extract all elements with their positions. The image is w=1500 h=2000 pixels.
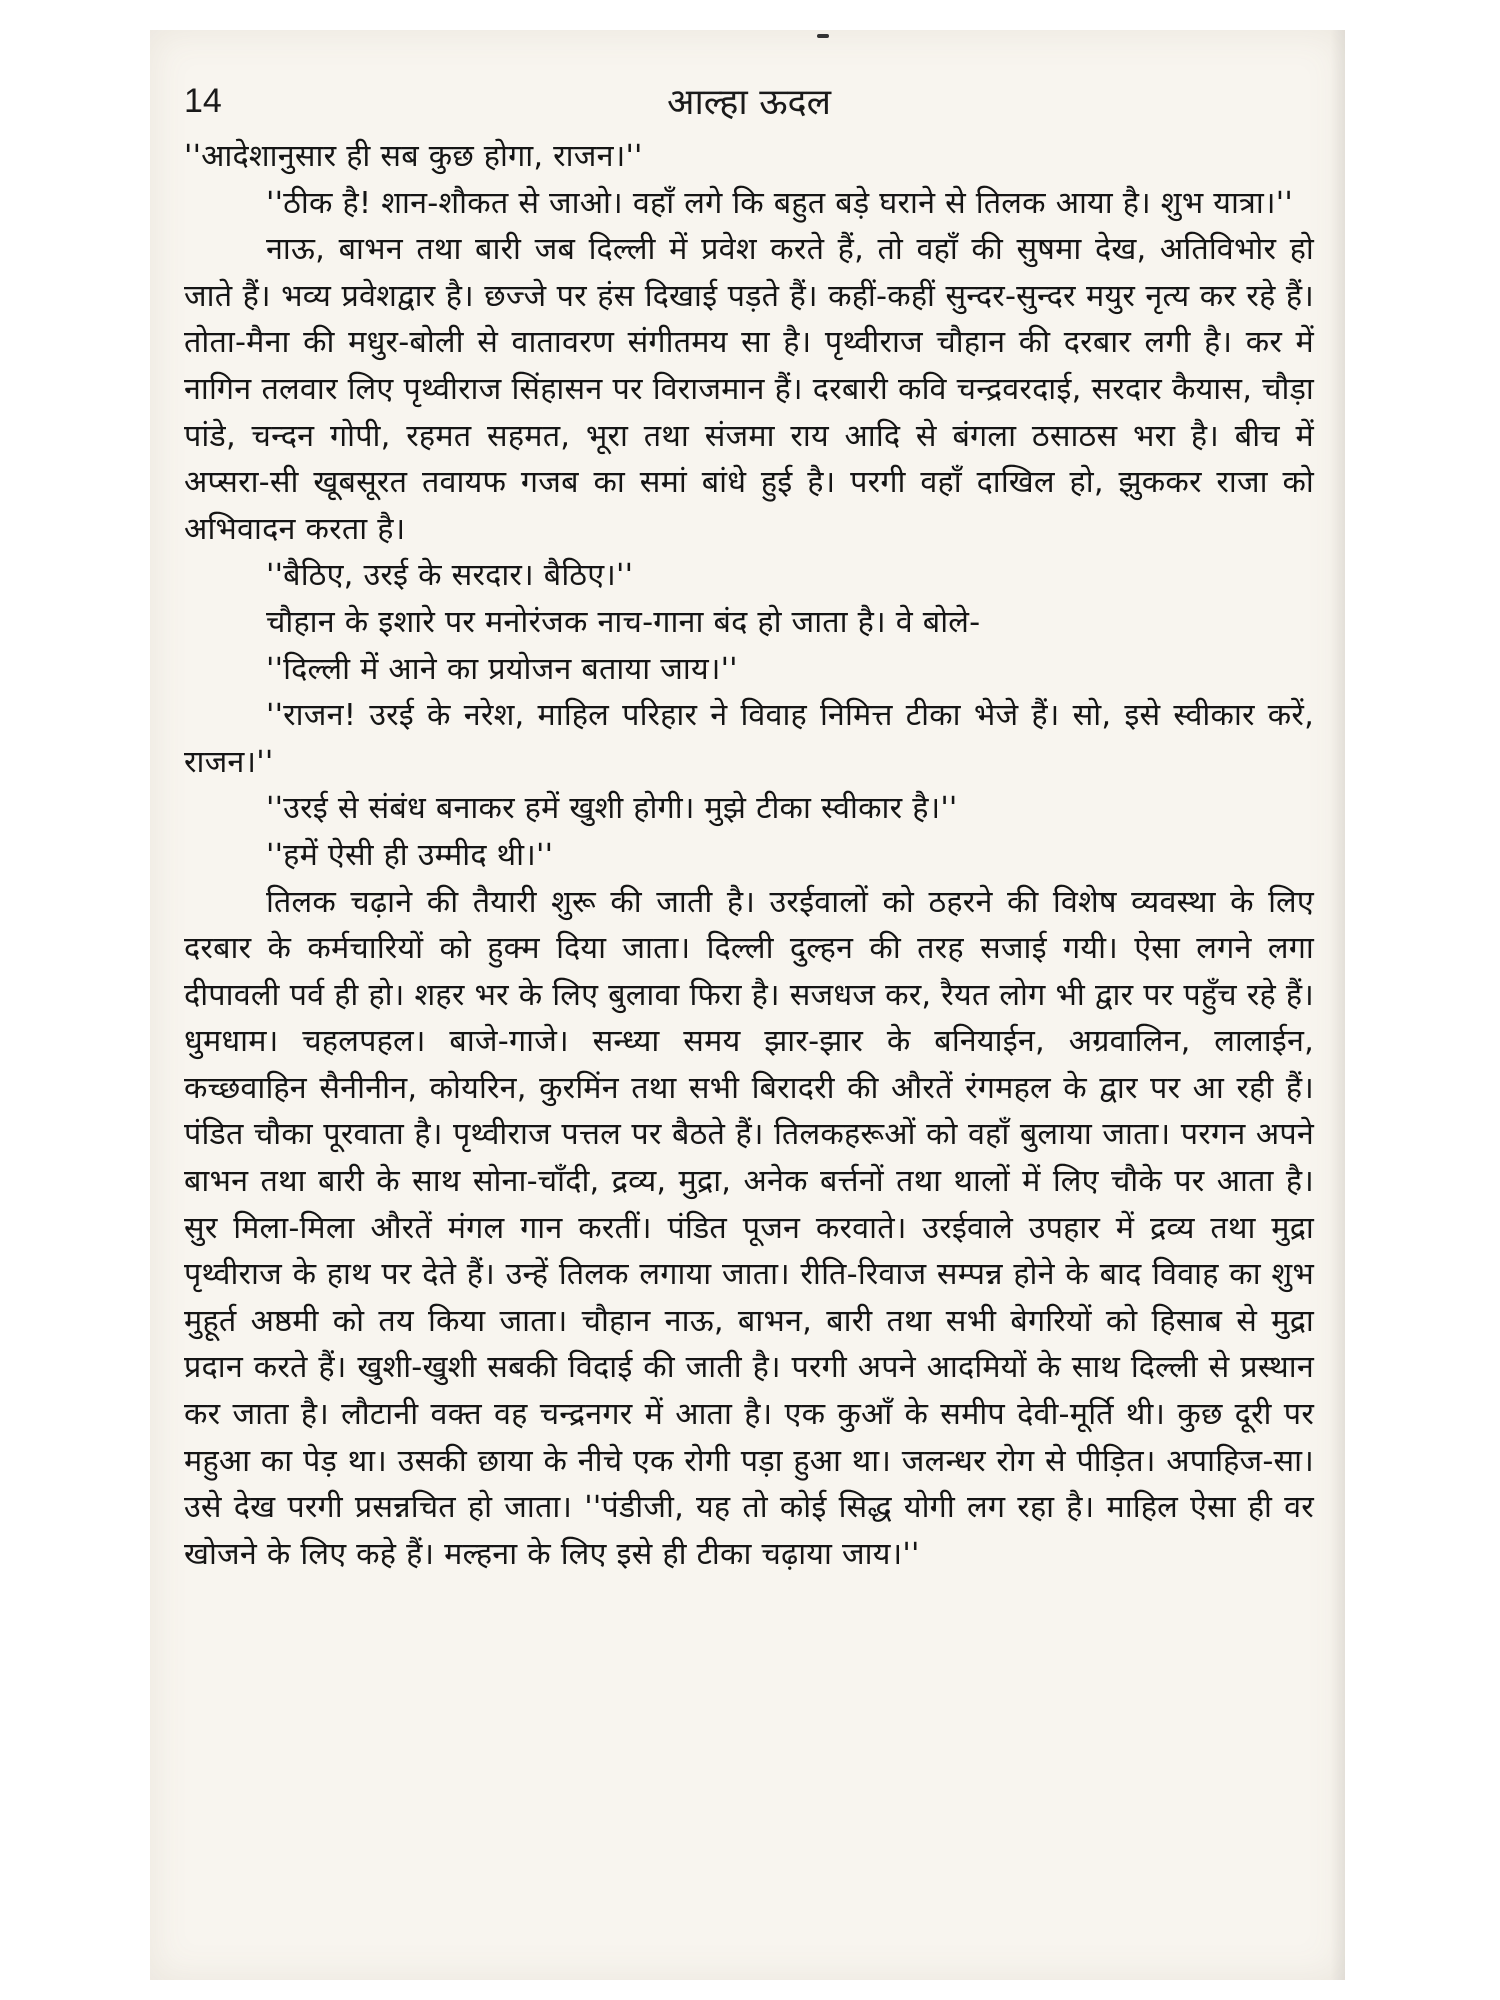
paragraph: चौहान के इशारे पर मनोरंजक नाच-गाना बंद हो जाता है। वे बोले-: [266, 604, 981, 640]
page-header: [184, 68, 1314, 128]
paragraph: तिलक चढ़ाने की तैयारी शुरू की जाती है। उरईवालों को ठहरने की विशेष व्यवस्था के लिए दरबार के कर्मचारियों को हुक्म दिया जाता। दिल्ली दुल्हन की तरह सजाई गयी। ऐसा लगने लगा दीपावली पर्व ही हो। शहर भर के लिए बुलावा फिरा है। सजधज कर, रैयत लोग भी द्वार पर पहुँच रहे हैं। धुमधाम। चहलपहल। बाजे-गाजे। सन्ध्या समय झार-झार के बनियाईन, अग्रवालिन, लालाईन, कच्छवाहिन सैनीनीन, कोयरिन, कुरमिंन तथा सभी बिरादरी की औरतें रंगमहल के द्वार पर आ रही हैं। पंडित चौका पूरवाता है। पृथ्वीराज पत्तल पर बैठते हैं। तिलकहरूओं को वहाँ बुलाया जाता। परगन अपने बाभन तथा बारी के साथ सोना-चाँदी, द्रव्य, मुद्रा, अनेक बर्त्तनों तथा थालों में लिए चौके पर आता है। सुर मिला-मिला औरतें मंगल गान करतीं। पंडित पूजन करवाते। उरईवाले उपहार में द्रव्य तथा मुद्रा पृथ्वीराज के हाथ पर देते हैं। उन्हें तिलक लगाया जाता। रीति-रिवाज सम्पन्न होने के बाद विवाह का शुभ मुहूर्त अष्ठमी को तय किया जाता। चौहान नाऊ, बाभन, बारी तथा सभी बेगरियों को हिसाब से मुद्रा प्रदान करते हैं। खुशी-खुशी सबकी विदाई की जाती है। परगी अपने आदमियों के साथ दिल्ली से प्रस्थान कर जाता है। लौटानी वक्त वह चन्द्रनगर में आता है। एक कुआँ के समीप देवी-मूर्ति थी। कुछ दूरी पर महुआ का पेड़ था। उसकी छाया के नीचे एक रोगी पड़ा हुआ था। जलन्धर रोग से पीड़ित। अपाहिज-सा। उसे देख परगी प्रसन्नचित हो जाता। ''पंडीजी, यह तो कोई सिद्ध योगी लग रहा है। माहिल ऐसा ही वर खोजने के लिए कहे हैं। मल्हना के लिए इसे ही टीका चढ़ाया जाय।'': [184, 884, 1314, 1572]
paragraph: ''राजन! उरई के नरेश, माहिल परिहार ने विवाह निमित्त टीका भेजे हैं। सो, इसे स्वीकार करें, राजन।'': [184, 698, 1314, 780]
paragraph: ''हमें ऐसी ही उम्मीद थी।'': [266, 837, 554, 873]
paragraph: ''उरई से संबंध बनाकर हमें खुशी होगी। मुझे टीका स्वीकार है।'': [266, 791, 958, 827]
paragraph: नाऊ, बाभन तथा बारी जब दिल्ली में प्रवेश करते हैं, तो वहाँ की सुषमा देख, अतिविभोर हो जाते हैं। भव्य प्रवेशद्वार है। छज्जे पर हंस दिखाई पड़ते हैं। कहीं-कहीं सुन्दर-सुन्दर मयुर नृत्य कर रहे हैं। तोता-मैना की मधुर-बोली से वातावरण संगीतमय सा है। पृथ्वीराज चौहान की दरबार लगी है। कर में नागिन तलवार लिए पृथ्वीराज सिंहासन पर विराजमान हैं। दरबारी कवि चन्द्रवरदाई, सरदार कैयास, चौड़ा पांडे, चन्दन गोपी, रहमत सहमत, भूरा तथा संजमा राय आदि से बंगला ठसाठस भरा है। बीच में अप्सरा-सी खूबसूरत तवायफ गजब का समां बांधे हुई है। परगी वहाँ दाखिल हो, झुककर राजा को अभिवादन करता है।: [184, 232, 1314, 547]
paragraph: ''ठीक है! शान-शौकत से जाओ। वहाँ लगे कि बहुत बड़े घराने से तिलक आया है। शुभ यात्रा।'': [266, 185, 1293, 221]
page-number: 14: [184, 82, 222, 120]
paragraph: ''दिल्ली में आने का प्रयोजन बताया जाय।'': [266, 651, 738, 687]
book-page: [150, 30, 1345, 1980]
print-mark: [817, 34, 829, 38]
body-text: [184, 134, 1314, 1578]
running-title: आल्हा ऊदल: [667, 82, 831, 123]
paragraph: ''आदेशानुसार ही सब कुछ होगा, राजन।'': [184, 139, 643, 174]
paragraph: ''बैठिए, उरई के सरदार। बैठिए।'': [266, 558, 634, 594]
